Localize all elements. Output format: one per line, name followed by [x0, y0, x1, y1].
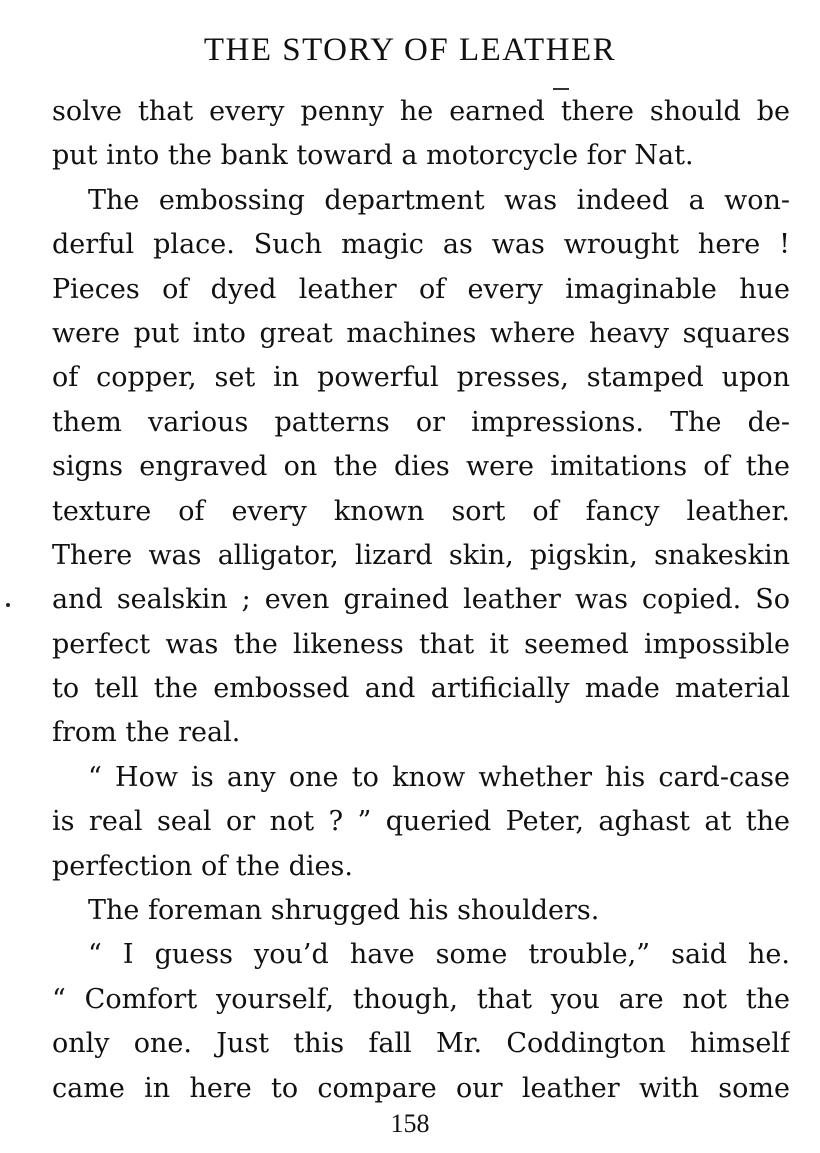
text-line: and sealskin ; even grained leather was copied. So — [52, 584, 790, 616]
text-line: There was alligator, lizard skin, pigskin, snakeskin — [52, 539, 790, 571]
page-number: 158 — [390, 1109, 430, 1138]
text-line: them various patterns or impressions. The de- — [52, 406, 790, 438]
text-line: is real seal or not ? ” queried Peter, aghast at the — [52, 806, 790, 838]
text-line: perfection of the dies. — [52, 850, 353, 882]
text-line: “ Comfort yourself, though, that you are not the — [52, 983, 790, 1015]
text-line: put into the bank toward a motorcycle for Nat. — [52, 140, 694, 172]
running-head: THE STORY OF LEATHER — [203, 32, 617, 68]
text-line: to tell the embossed and artificially made material — [52, 673, 790, 705]
text-line: signs engraved on the dies were imitations of the — [52, 451, 790, 483]
text-line: “ How is any one to know whether his card-case — [88, 761, 790, 793]
text-line: Pieces of dyed leather of every imaginable hue — [52, 273, 790, 305]
text-line: solve that every penny he earned there should be — [52, 96, 790, 127]
text-line: “ I guess you’d have some trouble,” said he. — [88, 939, 790, 971]
text-line: of copper, set in powerful presses, stamped upon — [52, 362, 790, 394]
text-line: perfect was the likeness that it seemed impossible — [52, 628, 790, 660]
text-line: came in here to compare our leather with some — [52, 1072, 790, 1104]
margin-dot — [6, 603, 10, 607]
text-line: The embossing department was indeed a won- — [88, 184, 790, 216]
text-line: The foreman shrugged his shoulders. — [88, 895, 600, 927]
text-line: only one. Just this fall Mr. Coddington himself — [52, 1028, 790, 1060]
text-line: texture of every known sort of fancy leather. — [52, 495, 790, 527]
text-line: were put into great machines where heavy squares — [52, 317, 790, 349]
text-line: derful place. Such magic as was wrought here ! — [52, 229, 790, 261]
body-text — [52, 90, 790, 1111]
text-line: from the real. — [52, 717, 241, 749]
